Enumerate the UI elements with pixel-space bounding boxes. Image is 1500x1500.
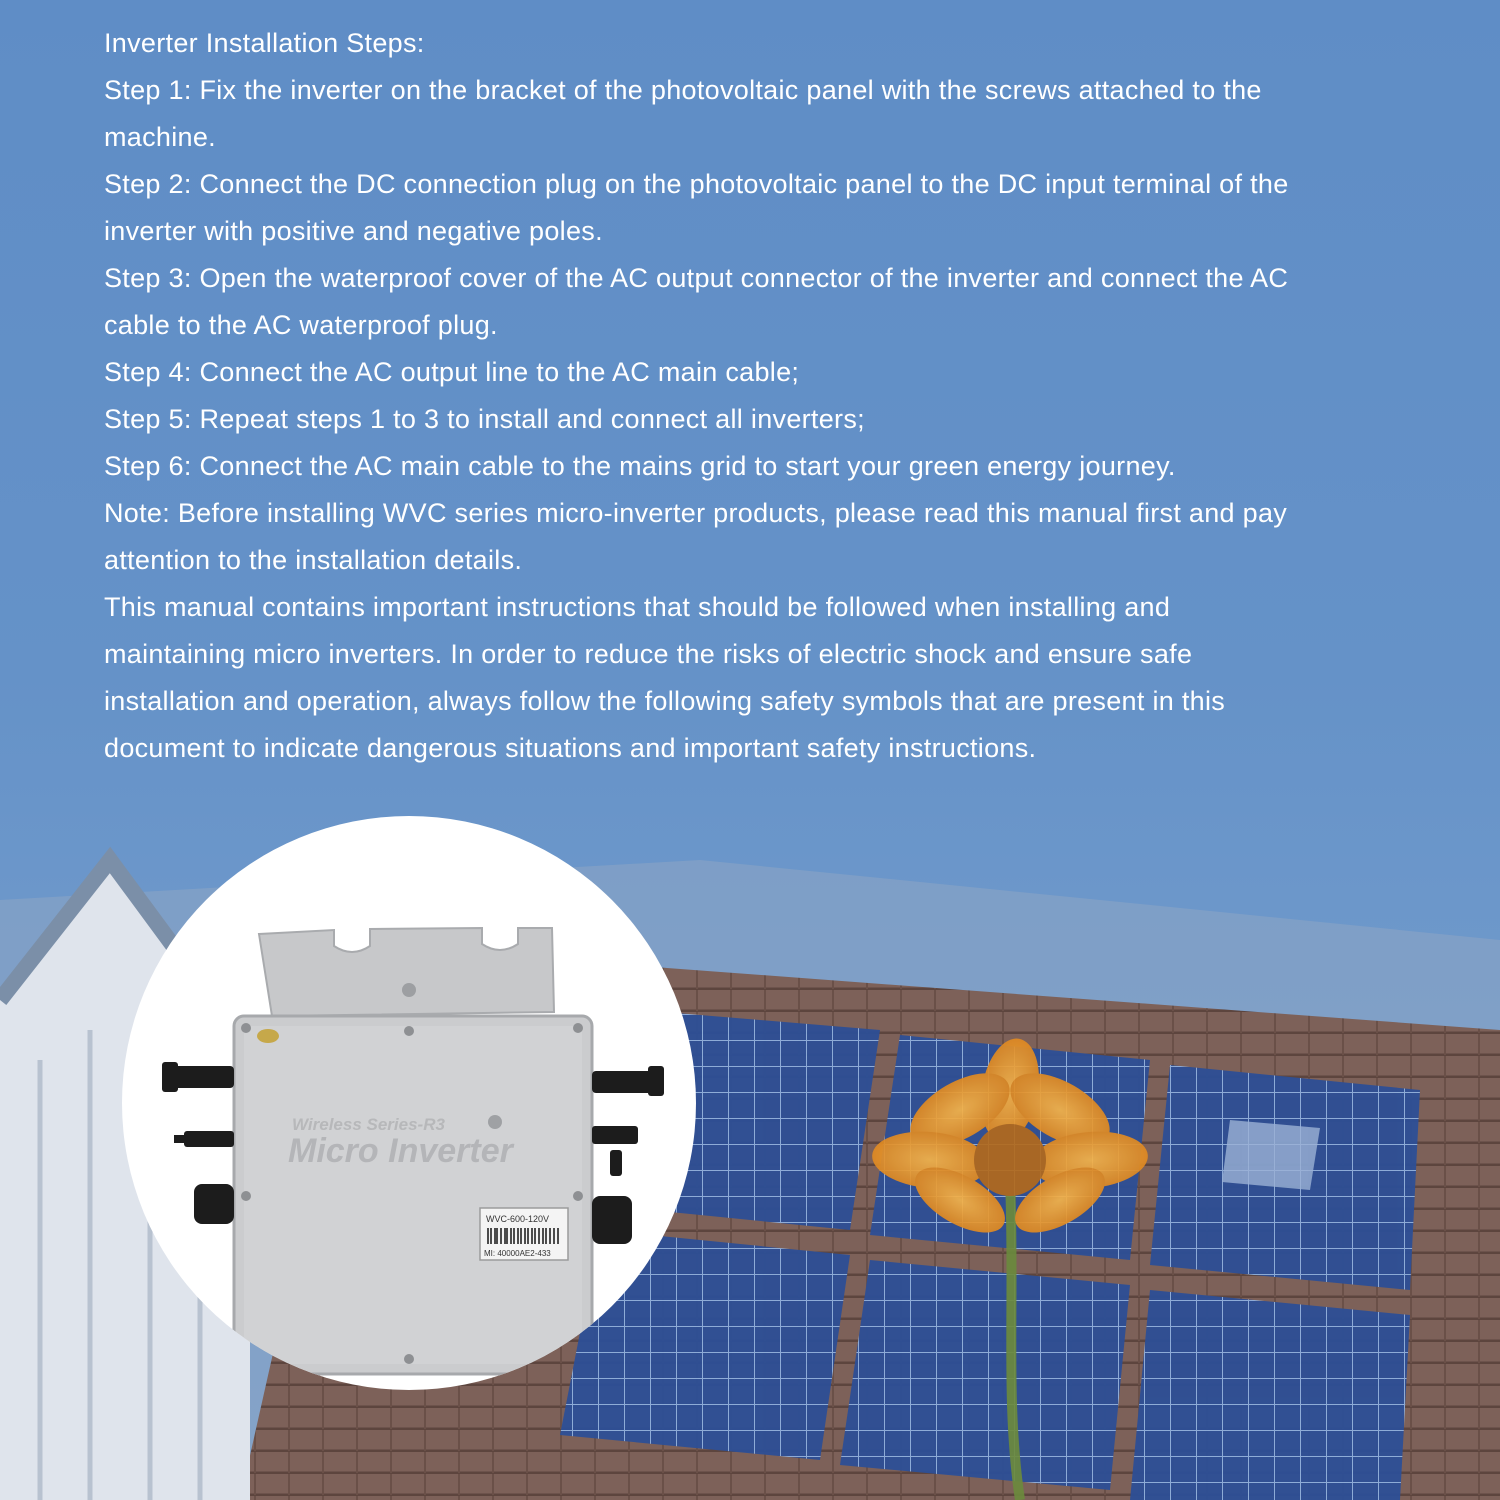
- step-2: Step 2: Connect the DC connection plug on the photovoltaic panel to the DC input terminal of the inverter with positive and negative poles.: [104, 169, 1289, 246]
- product-name-text: Micro Inverter: [288, 1132, 513, 1170]
- step-6: Step 6: Connect the AC main cable to the mains grid to start your green energy journey.: [104, 451, 1176, 481]
- step-4: Step 4: Connect the AC output line to the AC main cable;: [104, 357, 800, 387]
- step-3: Step 3: Open the waterproof cover of the AC output connector of the inverter and connect the AC cable to the AC waterproof plug.: [104, 263, 1289, 340]
- dc-connector-right: [592, 1066, 664, 1244]
- series-text: Wireless Series-R3: [292, 1115, 445, 1134]
- model-label: WVC-600-120V: [486, 1214, 550, 1224]
- step-5: Step 5: Repeat steps 1 to 3 to install and connect all inverters;: [104, 404, 865, 434]
- installation-instructions: [104, 20, 1304, 772]
- serial-label: MI: 40000AE2-433: [484, 1249, 551, 1258]
- safety-paragraph: This manual contains important instructions that should be followed when installing and maintaining micro inverters. In order to reduce the risks of electric shock and ensure safe installation and operation, always follow the following safety symbols that are present in this document to indicate dangerous situations and important safety instructions.: [104, 592, 1226, 763]
- step-1: Step 1: Fix the inverter on the bracket of the photovoltaic panel with the screws attached to the machine.: [104, 75, 1262, 152]
- product-photo-circle: [122, 816, 696, 1390]
- installation-note: Note: Before installing WVC series micro-inverter products, please read this manual first and pay attention to the installation details.: [104, 498, 1288, 575]
- dc-connector-left: [162, 1062, 234, 1224]
- instructions-heading: Inverter Installation Steps:: [104, 28, 425, 58]
- micro-inverter: [122, 816, 696, 1390]
